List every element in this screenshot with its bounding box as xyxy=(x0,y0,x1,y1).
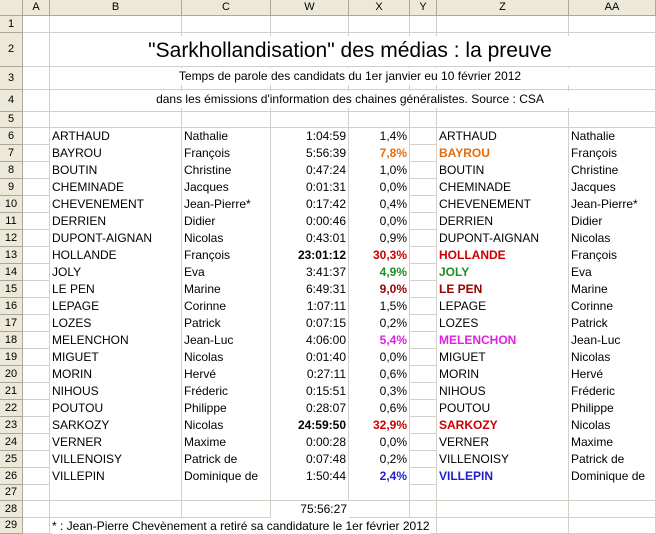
candidate-firstname-cell[interactable]: François xyxy=(182,247,270,264)
candidate-firstname-cell[interactable]: Didier xyxy=(182,213,270,230)
candidate-firstname-cell[interactable]: Nicolas xyxy=(182,417,270,434)
candidate-firstname-copy-cell[interactable]: Hervé xyxy=(569,366,655,383)
column-header-y[interactable]: Y xyxy=(410,0,437,16)
candidate-firstname-cell[interactable]: Nicolas xyxy=(182,349,270,366)
speaking-time-cell[interactable]: 0:28:07 xyxy=(271,400,348,417)
row-header-13[interactable]: 13 xyxy=(0,247,23,264)
row-header-27[interactable]: 27 xyxy=(0,485,23,501)
subtitle-line-1: Temps de parole des candidats du 1er janvier eu 10 février 2012 xyxy=(50,68,650,85)
candidate-firstname-copy-cell[interactable]: Nicolas xyxy=(569,417,655,434)
column-header-aa[interactable]: AA xyxy=(569,0,656,16)
candidate-firstname-cell[interactable]: Corinne xyxy=(182,298,270,315)
sheet-title: "Sarkhollandisation" des médias : la preuve xyxy=(50,36,650,66)
row-header-11[interactable]: 11 xyxy=(0,213,23,230)
candidate-firstname-copy-cell[interactable]: François xyxy=(569,247,655,264)
candidate-name-copy-cell[interactable]: SARKOZY xyxy=(437,417,568,434)
speaking-time-cell[interactable]: 5:56:39 xyxy=(271,145,348,162)
candidate-name-cell[interactable]: DERRIEN xyxy=(50,213,181,230)
column-header-b[interactable]: B xyxy=(50,0,182,16)
speaking-time-cell[interactable]: 0:17:42 xyxy=(271,196,348,213)
speaking-time-cell[interactable]: 0:01:31 xyxy=(271,179,348,196)
candidate-name-copy-cell[interactable]: BOUTIN xyxy=(437,162,568,179)
candidate-firstname-copy-cell[interactable]: Jacques xyxy=(569,179,655,196)
row-header-17[interactable]: 17 xyxy=(0,315,23,332)
row-header-8[interactable]: 8 xyxy=(0,162,23,179)
candidate-name-copy-cell[interactable]: ARTHAUD xyxy=(437,128,568,145)
row-header-19[interactable]: 19 xyxy=(0,349,23,366)
candidate-name-copy-cell[interactable]: NIHOUS xyxy=(437,383,568,400)
speaking-percent-cell[interactable]: 0,3% xyxy=(349,383,409,400)
candidate-firstname-copy-cell[interactable]: Nathalie xyxy=(569,128,655,145)
speaking-time-cell[interactable]: 0:07:48 xyxy=(271,451,348,468)
row-header-9[interactable]: 9 xyxy=(0,179,23,196)
speaking-percent-cell[interactable]: 1,0% xyxy=(349,162,409,179)
candidate-firstname-copy-cell[interactable]: Didier xyxy=(569,213,655,230)
speaking-percent-cell[interactable]: 32,9% xyxy=(349,417,409,434)
speaking-time-cell[interactable]: 1:04:59 xyxy=(271,128,348,145)
candidate-name-copy-cell[interactable]: DERRIEN xyxy=(437,213,568,230)
row-header-18[interactable]: 18 xyxy=(0,332,23,349)
row-header-3[interactable]: 3 xyxy=(0,67,23,90)
candidate-name-copy-cell[interactable]: CHEMINADE xyxy=(437,179,568,196)
column-header-x[interactable]: X xyxy=(349,0,410,16)
candidate-firstname-cell[interactable]: Nathalie xyxy=(182,128,270,145)
candidate-name-cell[interactable]: NIHOUS xyxy=(50,383,181,400)
footnote: * : Jean-Pierre Chevènement a retiré sa candidature le 1er février 2012 xyxy=(52,519,430,533)
row-header-6[interactable]: 6 xyxy=(0,128,23,145)
speaking-time-cell[interactable]: 1:50:44 xyxy=(271,468,348,485)
speaking-percent-cell[interactable]: 9,0% xyxy=(349,281,409,298)
candidate-firstname-cell[interactable]: Philippe xyxy=(182,400,270,417)
candidate-name-cell[interactable]: HOLLANDE xyxy=(50,247,181,264)
speaking-time-cell[interactable]: 0:00:46 xyxy=(271,213,348,230)
speaking-percent-cell[interactable]: 0,9% xyxy=(349,230,409,247)
speaking-time-cell[interactable]: 23:01:12 xyxy=(271,247,348,264)
column-header-a[interactable]: A xyxy=(23,0,50,16)
speaking-time-cell[interactable]: 0:47:24 xyxy=(271,162,348,179)
candidate-name-copy-cell[interactable]: MIGUET xyxy=(437,349,568,366)
candidate-name-cell[interactable]: MORIN xyxy=(50,366,181,383)
candidate-firstname-cell[interactable]: Jean-Luc xyxy=(182,332,270,349)
candidate-name-copy-cell[interactable]: MORIN xyxy=(437,366,568,383)
row-header-14[interactable]: 14 xyxy=(0,264,23,281)
candidate-firstname-copy-cell[interactable]: Nicolas xyxy=(569,349,655,366)
row-header-2[interactable]: 2 xyxy=(0,33,23,67)
candidate-name-cell[interactable]: LEPAGE xyxy=(50,298,181,315)
row-header-22[interactable]: 22 xyxy=(0,400,23,417)
row-header-10[interactable]: 10 xyxy=(0,196,23,213)
candidate-name-cell[interactable]: ARTHAUD xyxy=(50,128,181,145)
candidate-name-copy-cell[interactable]: VERNER xyxy=(437,434,568,451)
candidate-firstname-cell[interactable]: Marine xyxy=(182,281,270,298)
row-header-5[interactable]: 5 xyxy=(0,112,23,128)
candidate-firstname-copy-cell[interactable]: Nicolas xyxy=(569,230,655,247)
candidate-name-copy-cell[interactable]: LOZES xyxy=(437,315,568,332)
speaking-percent-cell[interactable]: 4,9% xyxy=(349,264,409,281)
speaking-percent-cell[interactable]: 0,6% xyxy=(349,366,409,383)
candidate-name-cell[interactable]: MIGUET xyxy=(50,349,181,366)
speaking-time-cell[interactable]: 0:15:51 xyxy=(271,383,348,400)
candidate-firstname-copy-cell[interactable]: Christine xyxy=(569,162,655,179)
speaking-percent-cell[interactable]: 5,4% xyxy=(349,332,409,349)
speaking-percent-cell[interactable]: 1,5% xyxy=(349,298,409,315)
row-header-7[interactable]: 7 xyxy=(0,145,23,162)
candidate-firstname-copy-cell[interactable]: François xyxy=(569,145,655,162)
speaking-percent-cell[interactable]: 0,2% xyxy=(349,451,409,468)
speaking-time-cell[interactable]: 1:07:11 xyxy=(271,298,348,315)
column-header-z[interactable]: Z xyxy=(437,0,569,16)
row-header-24[interactable]: 24 xyxy=(0,434,23,451)
subtitle-line-2: dans les émissions d'information des chaines généralistes. Source : CSA xyxy=(50,91,650,108)
candidate-firstname-cell[interactable]: Patrick de xyxy=(182,451,270,468)
speaking-time-cell[interactable]: 0:07:15 xyxy=(271,315,348,332)
candidate-firstname-copy-cell[interactable]: Philippe xyxy=(569,400,655,417)
candidate-firstname-cell[interactable]: Dominique de xyxy=(182,468,270,485)
row-header-28[interactable]: 28 xyxy=(0,501,23,518)
candidate-name-cell[interactable]: CHEMINADE xyxy=(50,179,181,196)
candidate-firstname-cell[interactable]: Hervé xyxy=(182,366,270,383)
row-gridline xyxy=(23,89,656,90)
candidate-firstname-copy-cell[interactable]: Patrick xyxy=(569,315,655,332)
candidate-name-cell[interactable]: SARKOZY xyxy=(50,417,181,434)
candidate-firstname-cell[interactable]: Maxime xyxy=(182,434,270,451)
candidate-name-copy-cell[interactable]: VILLENOISY xyxy=(437,451,568,468)
speaking-percent-cell[interactable]: 2,4% xyxy=(349,468,409,485)
column-header-c[interactable]: C xyxy=(182,0,271,16)
candidate-name-cell[interactable]: LE PEN xyxy=(50,281,181,298)
candidate-name-cell[interactable]: JOLY xyxy=(50,264,181,281)
candidate-firstname-cell[interactable]: Jacques xyxy=(182,179,270,196)
candidate-firstname-copy-cell[interactable]: Jean-Luc xyxy=(569,332,655,349)
candidate-name-copy-cell[interactable]: CHEVENEMENT xyxy=(437,196,568,213)
candidate-name-copy-cell[interactable]: POUTOU xyxy=(437,400,568,417)
row-header-29[interactable]: 29 xyxy=(0,518,23,534)
speaking-percent-cell[interactable]: 0,0% xyxy=(349,213,409,230)
candidate-firstname-cell[interactable]: Fréderic xyxy=(182,383,270,400)
speaking-time-cell[interactable]: 0:01:40 xyxy=(271,349,348,366)
speaking-percent-cell[interactable]: 0,4% xyxy=(349,196,409,213)
row-gridline xyxy=(23,111,656,112)
candidate-name-copy-cell[interactable]: DUPONT-AIGNAN xyxy=(437,230,568,247)
speaking-percent-cell[interactable]: 0,2% xyxy=(349,315,409,332)
row-header-4[interactable]: 4 xyxy=(0,90,23,112)
speaking-time-cell[interactable]: 6:49:31 xyxy=(271,281,348,298)
candidate-firstname-copy-cell[interactable]: Eva xyxy=(569,264,655,281)
speaking-percent-cell[interactable]: 0,0% xyxy=(349,179,409,196)
candidate-name-copy-cell[interactable]: LE PEN xyxy=(437,281,568,298)
candidate-name-cell[interactable]: DUPONT-AIGNAN xyxy=(50,230,181,247)
candidate-name-cell[interactable]: MELENCHON xyxy=(50,332,181,349)
speaking-time-cell[interactable]: 4:06:00 xyxy=(271,332,348,349)
candidate-firstname-cell[interactable]: François xyxy=(182,145,270,162)
candidate-firstname-copy-cell[interactable]: Patrick de xyxy=(569,451,655,468)
candidate-firstname-copy-cell[interactable]: Fréderic xyxy=(569,383,655,400)
row-header-16[interactable]: 16 xyxy=(0,298,23,315)
candidate-firstname-cell[interactable]: Nicolas xyxy=(182,230,270,247)
speaking-percent-cell[interactable]: 0,6% xyxy=(349,400,409,417)
candidate-name-copy-cell[interactable]: LEPAGE xyxy=(437,298,568,315)
row-header-21[interactable]: 21 xyxy=(0,383,23,400)
candidate-firstname-cell[interactable]: Christine xyxy=(182,162,270,179)
candidate-firstname-copy-cell[interactable]: Marine xyxy=(569,281,655,298)
candidate-name-cell[interactable]: VILLEPIN xyxy=(50,468,181,485)
speaking-percent-cell[interactable]: 1,4% xyxy=(349,128,409,145)
speaking-percent-cell[interactable]: 0,0% xyxy=(349,349,409,366)
candidate-name-copy-cell[interactable]: BAYROU xyxy=(437,145,568,162)
candidate-name-copy-cell[interactable]: MELENCHON xyxy=(437,332,568,349)
row-header-25[interactable]: 25 xyxy=(0,451,23,468)
candidate-firstname-copy-cell[interactable]: Maxime xyxy=(569,434,655,451)
row-gridline xyxy=(23,66,656,67)
candidate-firstname-cell[interactable]: Jean-Pierre* xyxy=(182,196,270,213)
candidate-name-copy-cell[interactable]: VILLEPIN xyxy=(437,468,568,485)
candidate-firstname-copy-cell[interactable]: Jean-Pierre* xyxy=(569,196,655,213)
speaking-percent-cell[interactable]: 30,3% xyxy=(349,247,409,264)
candidate-name-cell[interactable]: VILLENOISY xyxy=(50,451,181,468)
candidate-name-cell[interactable]: VERNER xyxy=(50,434,181,451)
speaking-time-cell[interactable]: 0:27:11 xyxy=(271,366,348,383)
candidate-name-cell[interactable]: POUTOU xyxy=(50,400,181,417)
speaking-percent-cell[interactable]: 7,8% xyxy=(349,145,409,162)
select-all-corner[interactable] xyxy=(0,0,23,16)
row-header-26[interactable]: 26 xyxy=(0,468,23,485)
row-header-20[interactable]: 20 xyxy=(0,366,23,383)
speaking-time-cell[interactable]: 24:59:50 xyxy=(271,417,348,434)
candidate-firstname-cell[interactable]: Eva xyxy=(182,264,270,281)
speaking-percent-cell[interactable]: 0,0% xyxy=(349,434,409,451)
candidate-name-cell[interactable]: CHEVENEMENT xyxy=(50,196,181,213)
row-header-1[interactable]: 1 xyxy=(0,16,23,33)
candidate-name-cell[interactable]: BOUTIN xyxy=(50,162,181,179)
candidate-firstname-copy-cell[interactable]: Dominique de xyxy=(569,468,655,485)
candidate-name-copy-cell[interactable]: JOLY xyxy=(437,264,568,281)
speaking-time-cell[interactable]: 0:00:28 xyxy=(271,434,348,451)
candidate-name-cell[interactable]: LOZES xyxy=(50,315,181,332)
candidate-firstname-cell[interactable]: Patrick xyxy=(182,315,270,332)
speaking-time-cell[interactable]: 0:43:01 xyxy=(271,230,348,247)
row-header-12[interactable]: 12 xyxy=(0,230,23,247)
speaking-time-cell[interactable]: 3:41:37 xyxy=(271,264,348,281)
row-header-23[interactable]: 23 xyxy=(0,417,23,434)
total-time-cell[interactable]: 75:56:27 xyxy=(271,501,349,518)
row-header-15[interactable]: 15 xyxy=(0,281,23,298)
candidate-firstname-copy-cell[interactable]: Corinne xyxy=(569,298,655,315)
column-header-w[interactable]: W xyxy=(271,0,349,16)
candidate-name-copy-cell[interactable]: HOLLANDE xyxy=(437,247,568,264)
row-gridline xyxy=(23,32,656,33)
candidate-name-cell[interactable]: BAYROU xyxy=(50,145,181,162)
